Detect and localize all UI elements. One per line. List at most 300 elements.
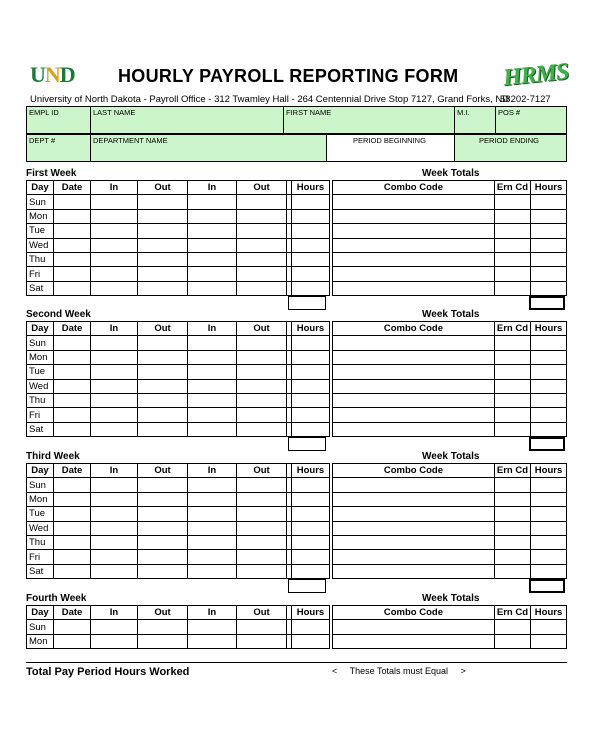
totals-cell[interactable] [494,365,530,379]
entry-cell[interactable] [54,350,91,364]
entry-cell[interactable] [54,507,91,521]
entry-cell[interactable] [91,408,138,422]
totals-cell[interactable] [333,209,495,223]
totals-cell[interactable] [494,267,530,281]
mi-field[interactable]: M.I. [455,107,496,133]
totals-cell[interactable] [333,336,495,350]
entry-cell[interactable] [188,550,237,564]
totals-cell[interactable] [333,238,495,252]
entry-cell[interactable] [237,634,287,648]
day-name: Tue [27,507,54,521]
totals-cell[interactable] [333,408,495,422]
totals-cell[interactable] [494,507,530,521]
entry-cell[interactable] [91,550,138,564]
totals-row [333,478,567,492]
week-section [26,309,567,469]
entry-cell[interactable] [138,336,188,350]
entry-cell[interactable] [292,379,330,393]
totals-cell[interactable] [333,634,495,648]
column-header-hours: Hours [292,181,330,195]
entry-cell[interactable] [237,224,287,238]
entry-cell[interactable] [237,550,287,564]
totals-cell[interactable] [531,564,567,578]
day-row [27,422,330,436]
totals-cell[interactable] [531,620,567,634]
column-header-date: Date [54,464,91,478]
week-label: First Week [26,168,77,179]
entry-cell[interactable] [54,252,91,266]
totals-cell[interactable] [531,492,567,506]
entry-cell[interactable] [91,478,138,492]
day-row [27,267,330,281]
totals-cell[interactable] [531,209,567,223]
entry-cell[interactable] [237,492,287,506]
totals-cell[interactable] [531,350,567,364]
totals-cell[interactable] [494,492,530,506]
totals-cell[interactable] [531,422,567,436]
entry-cell[interactable] [292,252,330,266]
totals-cell[interactable] [531,478,567,492]
entry-cell[interactable] [138,535,188,549]
column-header-hours: Hours [531,181,567,195]
entry-cell[interactable] [292,224,330,238]
day-name: Sat [27,281,54,295]
day-name: Thu [27,535,54,549]
combo-hours-total-box[interactable] [529,437,565,451]
entry-cell[interactable] [91,620,138,634]
day-row [27,393,330,407]
entry-cell[interactable] [138,492,188,506]
entry-cell[interactable] [138,281,188,295]
totals-cell[interactable] [333,393,495,407]
entry-cell[interactable] [237,422,287,436]
week-label: Second Week [26,309,91,320]
entry-cell[interactable] [237,365,287,379]
day-name: Fri [27,408,54,422]
entry-cell[interactable] [237,408,287,422]
totals-cell[interactable] [333,507,495,521]
totals-cell[interactable] [494,393,530,407]
entry-cell[interactable] [188,238,237,252]
column-header-date: Date [54,181,91,195]
column-header-in: In [91,464,138,478]
entry-cell[interactable] [188,195,237,209]
totals-cell[interactable] [531,550,567,564]
totals-cell[interactable] [531,379,567,393]
entry-cell[interactable] [54,393,91,407]
totals-cell[interactable] [333,535,495,549]
entry-cell[interactable] [138,209,188,223]
totals-cell[interactable] [494,422,530,436]
entry-cell[interactable] [292,408,330,422]
entry-cell[interactable] [188,267,237,281]
day-name: Sat [27,422,54,436]
department-name-field[interactable]: DEPARTMENT NAME [91,135,327,161]
totals-cell[interactable] [531,634,567,648]
entry-cell[interactable] [138,507,188,521]
last-name-field[interactable]: LAST NAME [91,107,284,133]
period-ending-field[interactable]: PERIOD ENDING [479,136,540,145]
entry-cell[interactable] [54,521,91,535]
day-row [27,336,330,350]
dept-field[interactable]: DEPT # [27,135,91,161]
totals-row [333,634,567,648]
totals-cell[interactable] [333,550,495,564]
entry-cell[interactable] [292,564,330,578]
day-row [27,365,330,379]
day-row [27,492,330,506]
entry-cell[interactable] [237,281,287,295]
entry-cell[interactable] [292,492,330,506]
entry-cell[interactable] [292,634,330,648]
week-section [26,168,567,328]
entry-cell[interactable] [237,564,287,578]
entry-cell[interactable] [188,224,237,238]
entry-cell[interactable] [91,521,138,535]
totals-row [333,281,567,295]
pos-field[interactable]: POS # [498,108,521,117]
totals-cell[interactable] [494,408,530,422]
entry-cell[interactable] [188,350,237,364]
entry-cell[interactable] [188,422,237,436]
entry-cell[interactable] [91,535,138,549]
entry-cell[interactable] [54,195,91,209]
day-name: Mon [27,634,54,648]
totals-cell[interactable] [494,564,530,578]
totals-cell[interactable] [494,336,530,350]
entry-cell[interactable] [54,564,91,578]
und-logo: UND [30,62,75,87]
week-hours-total-box[interactable] [288,296,326,310]
entry-cell[interactable] [237,336,287,350]
column-header-day: Day [27,464,54,478]
entry-cell[interactable] [237,478,287,492]
column-header-in: In [188,606,237,620]
totals-cell[interactable] [333,620,495,634]
totals-cell[interactable] [494,195,530,209]
entry-cell[interactable] [237,393,287,407]
totals-cell[interactable] [494,521,530,535]
day-row [27,634,330,648]
entry-cell[interactable] [188,478,237,492]
totals-cell[interactable] [531,224,567,238]
entry-cell[interactable] [237,350,287,364]
week-hours-total-box[interactable] [288,579,326,593]
day-row [27,620,330,634]
column-header-combo-code: Combo Code [333,606,495,620]
employee-info-row [26,106,567,134]
week-totals-table [332,463,567,579]
entry-cell[interactable] [138,195,188,209]
entry-cell[interactable] [138,564,188,578]
column-header-combo-code: Combo Code [333,181,495,195]
totals-cell[interactable] [333,379,495,393]
entry-cell[interactable] [138,634,188,648]
entry-cell[interactable] [138,408,188,422]
totals-cell[interactable] [494,634,530,648]
department-info-row [26,134,567,162]
entry-cell[interactable] [188,408,237,422]
entry-cell[interactable] [54,336,91,350]
entry-cell[interactable] [237,535,287,549]
entry-cell[interactable] [188,620,237,634]
entry-cell[interactable] [138,379,188,393]
week-label: Fourth Week [26,593,87,604]
combo-hours-total-box[interactable] [529,579,565,593]
totals-cell[interactable] [531,408,567,422]
day-row [27,535,330,549]
week-hours-total-box[interactable] [288,437,326,451]
entry-cell[interactable] [188,209,237,223]
totals-cell[interactable] [494,478,530,492]
totals-cell[interactable] [531,267,567,281]
entry-cell[interactable] [237,620,287,634]
day-name: Thu [27,393,54,407]
entry-cell[interactable] [54,238,91,252]
entry-cell[interactable] [91,350,138,364]
totals-cell[interactable] [494,238,530,252]
totals-cell[interactable] [494,535,530,549]
entry-cell[interactable] [54,209,91,223]
totals-cell[interactable] [333,478,495,492]
totals-row [333,620,567,634]
entry-cell[interactable] [138,422,188,436]
entry-cell[interactable] [54,267,91,281]
totals-row [333,267,567,281]
column-header-out: Out [138,464,188,478]
totals-cell[interactable] [333,564,495,578]
entry-cell[interactable] [54,422,91,436]
entry-cell[interactable] [237,195,287,209]
entry-cell[interactable] [138,620,188,634]
entry-cell[interactable] [292,393,330,407]
totals-cell[interactable] [333,252,495,266]
day-row [27,238,330,252]
entry-cell[interactable] [54,365,91,379]
column-header-day: Day [27,606,54,620]
entry-cell[interactable] [138,521,188,535]
totals-cell[interactable] [531,281,567,295]
totals-cell[interactable] [333,492,495,506]
entry-cell[interactable] [188,564,237,578]
day-row [27,564,330,578]
column-header-out: Out [138,606,188,620]
day-name: Mon [27,492,54,506]
day-row [27,252,330,266]
entry-cell[interactable] [292,209,330,223]
entry-cell[interactable] [237,507,287,521]
totals-cell[interactable] [494,379,530,393]
totals-cell[interactable] [333,224,495,238]
entry-cell[interactable] [237,252,287,266]
totals-cell[interactable] [494,224,530,238]
entry-cell[interactable] [54,620,91,634]
column-header-out: Out [237,181,287,195]
entry-cell[interactable] [292,550,330,564]
entry-cell[interactable] [91,252,138,266]
totals-cell[interactable] [531,195,567,209]
totals-cell[interactable] [333,365,495,379]
entry-cell[interactable] [292,365,330,379]
day-name: Mon [27,350,54,364]
totals-cell[interactable] [333,281,495,295]
entry-cell[interactable] [188,379,237,393]
entry-cell[interactable] [292,350,330,364]
entry-cell[interactable] [188,336,237,350]
totals-cell[interactable] [531,393,567,407]
totals-row [333,195,567,209]
entry-cell[interactable] [188,521,237,535]
entry-cell[interactable] [91,564,138,578]
empl-id-field[interactable]: EMPL ID [27,107,91,133]
column-header-hours: Hours [531,606,567,620]
totals-cell[interactable] [333,422,495,436]
totals-cell[interactable] [531,336,567,350]
entry-cell[interactable] [91,267,138,281]
totals-cell[interactable] [531,252,567,266]
entry-cell[interactable] [188,492,237,506]
entry-cell[interactable] [91,365,138,379]
entry-cell[interactable] [91,209,138,223]
entry-cell[interactable] [91,492,138,506]
column-header-in: In [91,181,138,195]
day-name: Tue [27,365,54,379]
totals-row [333,379,567,393]
entry-cell[interactable] [91,393,138,407]
entry-cell[interactable] [237,209,287,223]
week-totals-table [332,605,567,649]
totals-row [333,408,567,422]
entry-cell[interactable] [54,281,91,295]
entry-cell[interactable] [54,224,91,238]
first-name-field[interactable]: FIRST NAME [284,107,455,133]
column-header-combo-code: Combo Code [333,464,495,478]
totals-row [333,550,567,564]
combo-hours-total-box[interactable] [529,296,565,310]
totals-cell[interactable] [531,365,567,379]
totals-cell[interactable] [494,350,530,364]
entry-cell[interactable] [138,224,188,238]
week-totals-label: Week Totals [422,309,480,320]
entry-cell[interactable] [292,478,330,492]
entry-cell[interactable] [138,550,188,564]
totals-cell[interactable] [333,267,495,281]
totals-cell[interactable] [333,521,495,535]
totals-cell[interactable] [333,350,495,364]
entry-cell[interactable] [138,350,188,364]
totals-cell[interactable] [531,535,567,549]
totals-cell[interactable] [531,238,567,252]
entry-cell[interactable] [54,408,91,422]
day-row [27,281,330,295]
entry-cell[interactable] [188,634,237,648]
week-totals-table [332,321,567,437]
column-header-in: In [188,322,237,336]
column-header-out: Out [138,181,188,195]
entry-cell[interactable] [54,379,91,393]
entry-cell[interactable] [54,550,91,564]
totals-cell[interactable] [494,550,530,564]
entry-cell[interactable] [292,267,330,281]
entry-cell[interactable] [292,336,330,350]
entry-cell[interactable] [188,365,237,379]
entry-cell[interactable] [292,281,330,295]
entry-cell[interactable] [91,238,138,252]
entry-cell[interactable] [292,422,330,436]
column-header-hours: Hours [292,322,330,336]
entry-cell[interactable] [292,195,330,209]
entry-cell[interactable] [188,393,237,407]
totals-row [333,350,567,364]
entry-cell[interactable] [91,195,138,209]
entry-cell[interactable] [138,267,188,281]
column-header-hours: Hours [531,322,567,336]
column-header-in: In [91,606,138,620]
entry-cell[interactable] [54,634,91,648]
totals-row [333,252,567,266]
entry-cell[interactable] [188,535,237,549]
day-name: Sun [27,478,54,492]
column-header-hours: Hours [531,464,567,478]
entry-cell[interactable] [91,507,138,521]
entry-cell[interactable] [138,238,188,252]
day-name: Tue [27,224,54,238]
day-row [27,478,330,492]
entry-cell[interactable] [54,535,91,549]
entry-cell[interactable] [188,281,237,295]
entry-cell[interactable] [91,281,138,295]
entry-cell[interactable] [292,535,330,549]
entry-cell[interactable] [91,422,138,436]
totals-cell[interactable] [494,209,530,223]
totals-cell[interactable] [531,507,567,521]
totals-cell[interactable] [333,195,495,209]
entry-cell[interactable] [138,252,188,266]
day-name: Mon [27,209,54,223]
entry-cell[interactable] [54,492,91,506]
entry-cell[interactable] [237,379,287,393]
entry-cell[interactable] [292,620,330,634]
day-name: Wed [27,238,54,252]
totals-cell[interactable] [494,252,530,266]
entry-cell[interactable] [91,379,138,393]
entry-cell[interactable] [54,478,91,492]
entry-cell[interactable] [292,521,330,535]
period-beginning-field[interactable]: PERIOD BEGINNING [327,135,455,161]
entry-cell[interactable] [237,238,287,252]
day-row [27,408,330,422]
entry-cell[interactable] [237,267,287,281]
totals-cell[interactable] [531,521,567,535]
entry-cell[interactable] [292,507,330,521]
entry-cell[interactable] [91,336,138,350]
totals-note: < These Totals must Equal > [332,666,466,676]
entry-cell[interactable] [138,365,188,379]
entry-cell[interactable] [292,238,330,252]
entry-cell[interactable] [188,252,237,266]
time-entry-table [26,605,330,649]
entry-cell[interactable] [138,478,188,492]
totals-row [333,238,567,252]
column-header-out: Out [237,322,287,336]
totals-cell[interactable] [494,620,530,634]
entry-cell[interactable] [188,507,237,521]
entry-cell[interactable] [91,634,138,648]
entry-cell[interactable] [237,521,287,535]
entry-cell[interactable] [91,224,138,238]
totals-cell[interactable] [494,281,530,295]
entry-cell[interactable] [138,393,188,407]
